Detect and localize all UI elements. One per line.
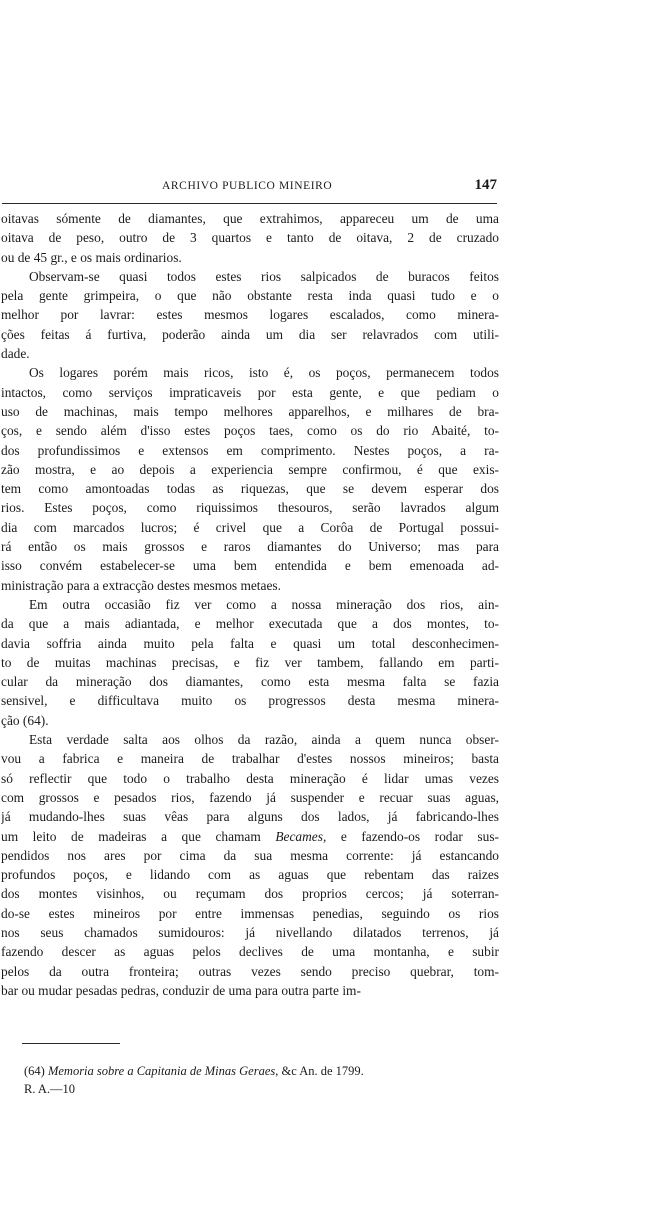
text-line: zão mostra, e ao depois a experiencia sempre confirmou, é que exis-: [1, 461, 499, 477]
text-line: bar ou mudar pesadas pedras, conduzir de uma para outra parte im-: [1, 982, 361, 998]
text-line: pelos da outra fronteira; outras vezes sendo preciso quebrar, tom-: [1, 963, 499, 979]
text-line: com grossos e pesados rios, fazendo já suspender e recuar suas aguas,: [1, 789, 499, 805]
text-line: da que a mais adiantada, e melhor executada que a dos montes, to-: [1, 616, 499, 632]
header-rule: [2, 203, 497, 204]
text-line: nos seus chamados sumidouros: já nivellando dilatados terrenos, já: [1, 924, 499, 940]
running-title: ARCHIVO PUBLICO MINEIRO: [162, 180, 333, 192]
text-line: oitavas sómente de diamantes, que extrahimos, appareceu um de uma: [1, 211, 499, 226]
footnotes: [24, 1062, 494, 1098]
text-line: rios. Estes poços, como riquissimos thesouros, serão lavrados algum: [1, 500, 499, 516]
text-line: to de muitas machinas precisas, e fiz ver tambem, fallando em parti-: [1, 654, 499, 670]
text-line: tem como amontoadas todas as riquezas, que se devem esperar dos: [1, 481, 499, 497]
footnote-rest: &c An. de 1799.: [281, 1064, 364, 1078]
text-line: dade.: [1, 346, 30, 362]
paragraph: [1, 595, 499, 730]
text-line: Em outra occasião fiz ver como a nossa mineração dos rios, ain-: [29, 596, 499, 612]
footnote-marker: (64): [24, 1064, 45, 1078]
text-line: ou de 45 gr., e os mais ordinarios.: [1, 249, 182, 265]
text-line: davia soffria ainda muito pela falta e quasi um total desconhecimen-: [1, 635, 499, 651]
text-line: dos profundissimos e extensos em comprimento. Nestes poços, a ra-: [1, 442, 499, 458]
text-line: Esta verdade salta aos olhos da razão, ainda a quem nunca obser-: [29, 732, 499, 748]
page-header: [2, 176, 499, 200]
text-line: ções feitas á furtiva, poderão ainda um dia ser relavrados com utili-: [1, 326, 499, 342]
text-line: intactos, como serviços impraticaveis por esta gente, e que pediam o: [1, 384, 499, 400]
text-line: Observam-se quasi todos estes rios salpicados de buracos feitos: [29, 268, 499, 284]
text-line: rá então os mais grossos e raros diamantes do Universo; mas para: [1, 539, 499, 555]
text-line: melhor por lavrar: estes mesmos logares escalados, como minera-: [1, 307, 499, 323]
text-line: do-se estes mineiros por entre immensas penedias, seguindo os rios: [1, 905, 499, 921]
text-line: um leito de madeiras a que chamam Becames, e fazendo-os rodar sus-: [1, 828, 499, 844]
paragraph: [1, 209, 499, 267]
text-line: pendidos nos ares por cima da sua mesma corrente: já estancando: [1, 847, 499, 863]
text-line: vou a fabrica e maneira de trabalhar d'estes nossos mineiros; basta: [1, 751, 499, 767]
footnote-64: [24, 1062, 494, 1080]
paragraph: [1, 267, 499, 363]
text-line: já mudando-lhes suas vêas para alguns dos lados, já fabricando-lhes: [1, 809, 499, 825]
page-number: 147: [474, 177, 497, 193]
text-line: sensivel, e difficultava muito os progressos desta mesma minera-: [1, 693, 499, 709]
text-line: Os logares porém mais ricos, isto é, os poços, permanecem todos: [29, 365, 499, 381]
text-line: profundos poços, e lidando com as aguas que rebentam das raizes: [1, 867, 499, 883]
text-line: cular da mineração dos diamantes, como esta mesma falta se fazia: [1, 674, 499, 690]
text-line: só reflectir que todo o trabalho desta mineração é lidar umas vezes: [1, 770, 499, 786]
text-line: oitava de peso, outro de 3 quartos e tanto de oitava, 2 de cruzado: [1, 230, 499, 246]
text-line: dos montes visinhos, ou reçumam dos proprios cercos; já soterran-: [1, 886, 499, 902]
text-line: isso convém estabelecer-se uma bem entendida e bem emenoada ad-: [1, 558, 499, 574]
paragraph: [1, 363, 499, 595]
footnote-rule: [22, 1043, 120, 1044]
text-line: pela gente grimpeira, o que não obstante resta inda quasi tudo e o: [1, 288, 499, 304]
text-line: ministração para a extracção destes mesmos metaes.: [1, 577, 281, 593]
signature-mark: R. A.—10: [24, 1082, 76, 1096]
text-line: ços, e sendo além d'isso estes poços taes, como os do rio Abaité, to-: [1, 423, 499, 439]
text-line: dia com marcados lucros; é crivel que a Corôa de Portugal possui-: [1, 519, 499, 535]
body-text: [1, 209, 499, 1000]
text-line: uso de machinas, mais tempo melhores apparelhos, e milhares de bra-: [1, 403, 499, 419]
text-line: fazendo descer as aguas pelos declives de uma montanha, e subir: [1, 944, 499, 960]
text-line: ção (64).: [1, 712, 49, 728]
footnote-title: Memoria sobre a Capitania de Minas Geraes,: [47, 1064, 279, 1078]
paragraph: [1, 730, 499, 1000]
italic-term: Becames: [275, 828, 323, 844]
